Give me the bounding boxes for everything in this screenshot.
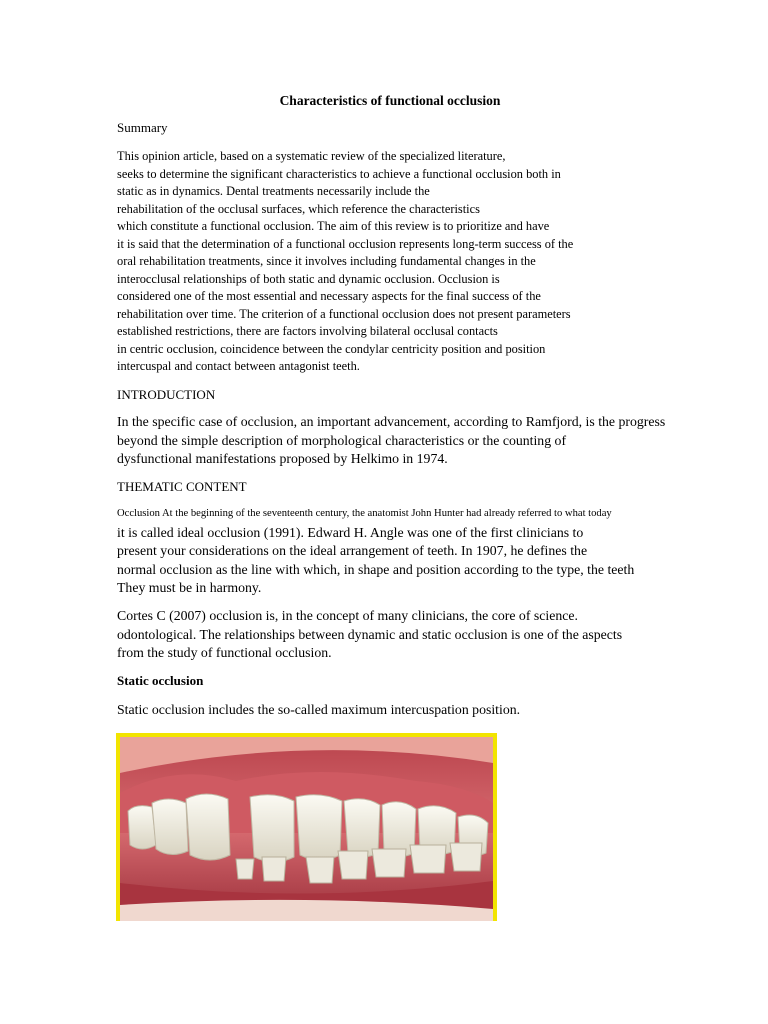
introduction-heading: INTRODUCTION <box>117 387 216 402</box>
summary-line: This opinion article, based on a systematic review of the specialized literature, <box>117 149 506 163</box>
summary-heading: Summary <box>117 120 168 135</box>
summary-line: rehabilitation over time. The criterion of a functional occlusion does not present parameters <box>117 306 571 321</box>
dental-photo-icon <box>116 733 497 921</box>
static-occlusion-text: Static occlusion includes the so-called maximum intercuspation position. <box>117 702 521 717</box>
thematic-line: present your considerations on the ideal arrangement of teeth. In 1907, he defines the <box>117 543 588 559</box>
page-title: Characteristics of functional occlusion <box>279 93 501 108</box>
summary-line: established restrictions, there are factors involving bilateral occlusal contacts <box>117 324 498 338</box>
cortes-paragraph <box>117 607 622 663</box>
summary-line: static as in dynamics. Dental treatments necessarily include the <box>117 184 430 198</box>
cortes-line: Cortes C (2007) occlusion is, in the concept of many clinicians, the core of science. <box>117 608 578 623</box>
thematic-first-line: Occlusion At the beginning of the seventeenth century, the anatomist John Hunter had already referred to what today <box>117 508 612 519</box>
thematic-content-heading: THEMATIC CONTENT <box>117 479 247 494</box>
summary-line: considered one of the most essential and necessary aspects for the final success of the <box>117 289 541 303</box>
thematic-line: They must be in harmony. <box>117 580 262 596</box>
cortes-line: odontological. The relationships between dynamic and static occlusion is one of the aspects <box>117 626 623 642</box>
intro-line: beyond the simple description of morphological characteristics or the counting of <box>117 432 567 448</box>
summary-line: seeks to determine the significant characteristics to achieve a functional occlusion both in <box>117 166 561 181</box>
summary-line: it is said that the determination of a functional occlusion represents long-term success of the <box>117 236 574 251</box>
summary-line: interocclusal relationships of both static and dynamic occlusion. Occlusion is <box>117 271 500 286</box>
summary-line: in centric occlusion, coincidence between the condylar centricity position and position <box>117 341 546 356</box>
thematic-paragraph <box>117 505 634 598</box>
summary-line: which constitute a functional occlusion. The aim of this review is to prioritize and have <box>117 219 550 233</box>
thematic-line: normal occlusion as the line with which, in shape and position according to the type, the teeth <box>117 561 635 577</box>
summary-paragraph <box>117 148 573 376</box>
summary-line: rehabilitation of the occlusal surfaces, which reference the characteristics <box>117 201 480 216</box>
thematic-line: it is called ideal occlusion (1991). Edward H. Angle was one of the first clinicians to <box>117 524 584 540</box>
static-occlusion-heading: Static occlusion <box>117 673 204 688</box>
dental-photo <box>116 733 497 921</box>
introduction-paragraph <box>117 413 665 469</box>
intro-line: dysfunctional manifestations proposed by Helkimo in 1974. <box>117 451 448 467</box>
summary-line: oral rehabilitation treatments, since it involves including fundamental changes in the <box>117 254 536 268</box>
summary-line: intercuspal and contact between antagonist teeth. <box>117 359 360 373</box>
intro-line: In the specific case of occlusion, an important advancement, according to Ramfjord, is the progress <box>117 414 666 429</box>
cortes-line: from the study of functional occlusion. <box>117 645 332 661</box>
